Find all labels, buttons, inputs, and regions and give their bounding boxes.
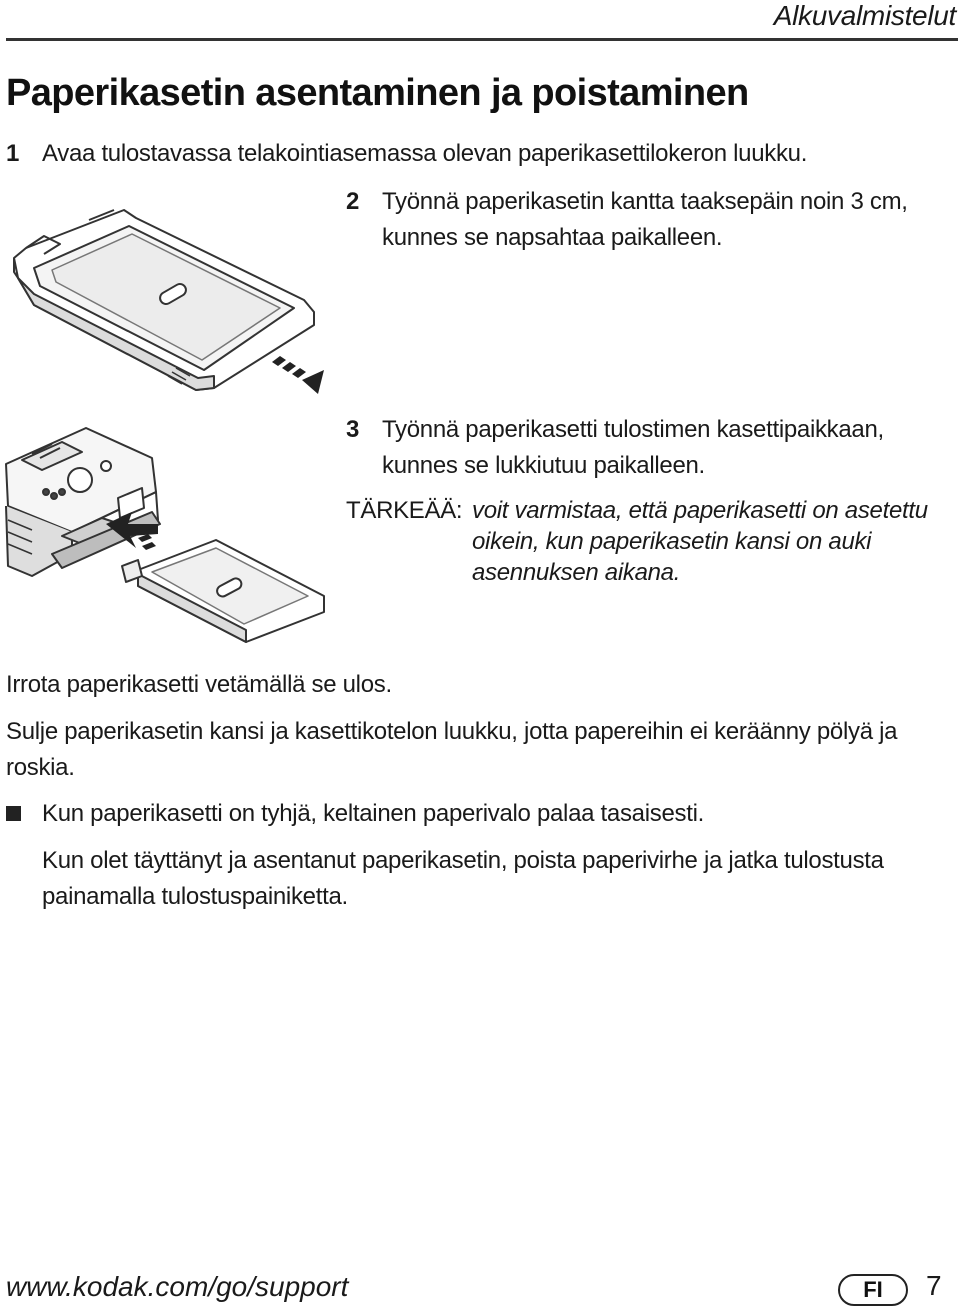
language-badge: FI <box>838 1274 908 1306</box>
step-1-text: Avaa tulostavassa telakointiasemassa olevan paperikasettilokeron luukku. <box>42 140 808 167</box>
step-2-number: 2 <box>346 188 360 215</box>
bullet-text: Kun paperikasetti on tyhjä, keltainen paperivalo palaa tasaisesti. <box>42 800 704 827</box>
bullet-item <box>6 796 951 832</box>
step-3 <box>346 412 946 484</box>
step-1-number: 1 <box>6 140 20 167</box>
step-2 <box>346 184 946 256</box>
important-label: TÄRKEÄÄ: <box>346 497 463 524</box>
page-title: Paperikasetin asentaminen ja poistaminen <box>6 72 749 114</box>
step-3-text-line1: Työnnä paperikasetti tulostimen kasettipaikkaan, <box>382 416 884 443</box>
important-text-line3: asennuksen aikana. <box>472 559 681 586</box>
close-instruction: Sulje paperikasetin kansi ja kasettikotelon luukku, jotta papereihin ei keräänny pölyä ja roskia. <box>6 718 898 781</box>
printer-insert-illustration <box>2 420 338 650</box>
step-3-text-line2: kunnes se lukkiutuu paikalleen. <box>382 452 705 479</box>
page-number: 7 <box>926 1270 942 1301</box>
step-2-text-line2: kunnes se napsahtaa paikalleen. <box>382 224 723 251</box>
paper-cartridge-illustration <box>4 190 344 400</box>
step-3-number: 3 <box>346 416 360 443</box>
header-rule <box>6 38 958 41</box>
section-header: Alkuvalmistelut <box>773 0 956 31</box>
support-link[interactable]: www.kodak.com/go/support <box>6 1271 349 1302</box>
important-note <box>346 495 956 588</box>
important-text-line2: oikein, kun paperikasetin kansi on auki <box>472 528 872 555</box>
after-bullet-instruction: Kun olet täyttänyt ja asentanut paperikasetin, poista paperivirhe ja jatka tulostusta painamalla tulostuspainiketta. <box>42 847 884 910</box>
step-2-text-line1: Työnnä paperikasetin kantta taaksepäin noin 3 cm, <box>382 188 908 215</box>
important-text-line1: voit varmistaa, että paperikasetti on asetettu <box>472 497 928 524</box>
remove-instruction: Irrota paperikasetti vetämällä se ulos. <box>6 671 392 698</box>
bullet-square-icon <box>6 806 21 821</box>
step-1 <box>6 136 946 172</box>
